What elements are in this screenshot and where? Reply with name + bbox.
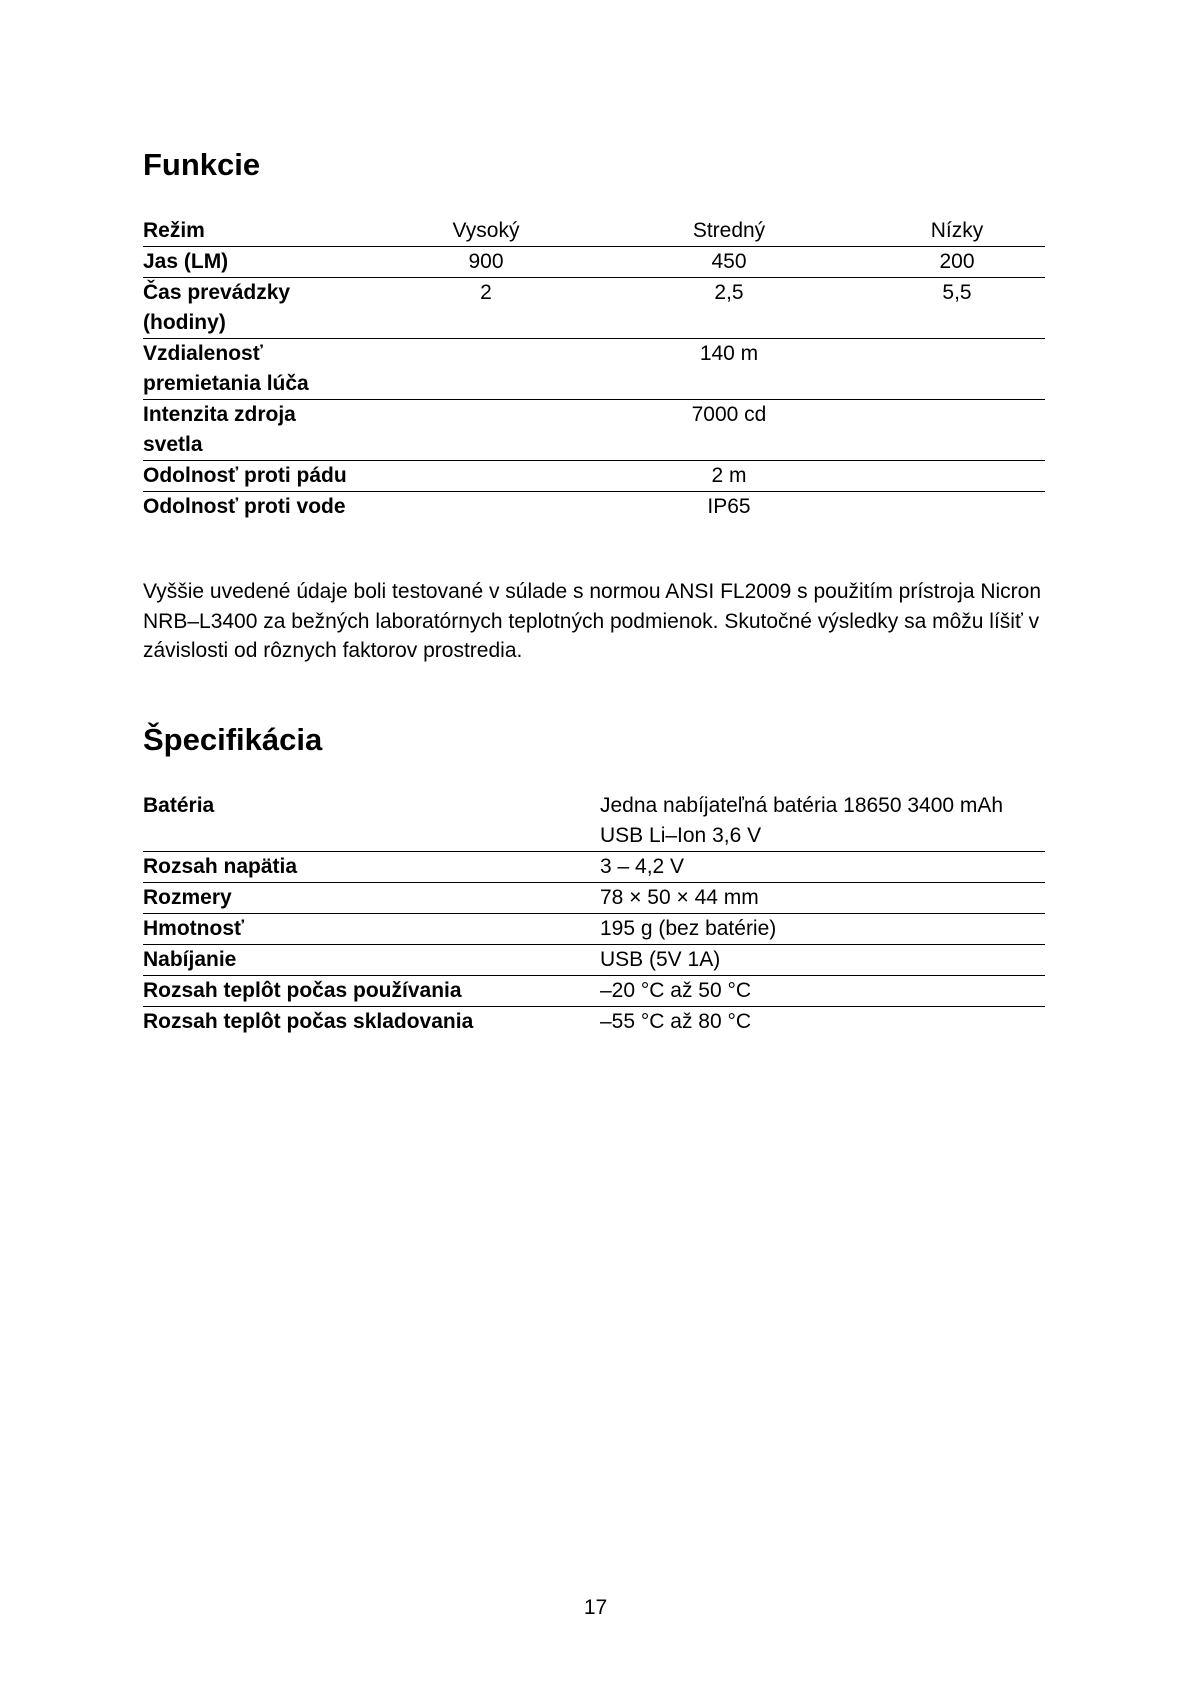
spec-value: 3 – 4,2 V — [600, 852, 1045, 883]
header-low: Nízky — [869, 216, 1045, 247]
spec-value: Jedna nabíjateľná batéria 18650 3400 mAh USB Li–Ion 3,6 V — [600, 791, 1045, 852]
cell-medium: 450 — [589, 247, 869, 278]
table-row — [143, 461, 1045, 492]
table-row — [143, 400, 1045, 461]
spec-value: –20 °C až 50 °C — [600, 976, 1045, 1007]
row-label: Odolnosť proti vode — [143, 495, 346, 518]
table-row — [143, 883, 1045, 914]
table-row — [143, 945, 1045, 976]
table-row — [143, 791, 1045, 852]
cell-low: 5,5 — [869, 278, 1045, 339]
cell-high: 900 — [383, 247, 589, 278]
cell-medium: 2,5 — [589, 278, 869, 339]
row-label: Odolnosť proti pádu — [143, 461, 383, 492]
table-row — [143, 247, 1045, 278]
cell-value: 2 m — [383, 461, 1045, 492]
spec-label: Nabíjanie — [143, 945, 600, 976]
table-row — [143, 1007, 1045, 1038]
cell-value: 7000 cd — [383, 400, 1045, 461]
spec-value: USB (5V 1A) — [600, 945, 1045, 976]
specification-table — [143, 791, 1045, 1037]
functions-table — [143, 216, 1045, 522]
row-label: Intenzita zdroja svetla — [143, 400, 383, 461]
table-row — [143, 339, 1045, 400]
cell-low: 200 — [869, 247, 1045, 278]
row-label: Jas (LM) — [143, 247, 383, 278]
row-label: Čas prevádzky (hodiny) — [143, 278, 383, 339]
table-row — [143, 278, 1045, 339]
section-heading-funkcie: Funkcie — [143, 147, 261, 182]
spec-value: –55 °C až 80 °C — [600, 1010, 752, 1033]
table-header-row — [143, 216, 1045, 247]
test-note-paragraph: Vyššie uvedené údaje boli testované v súlade s normou ANSI FL2009 s použitím prístroja Nicron NRB–L3400 za bežných laboratórnych teplotných podmienok. Skutočné výsledky sa môžu líšiť v závislosti od rôznych faktorov prostredia. — [143, 580, 1042, 662]
cell-value: 140 m — [383, 339, 1045, 400]
table-row — [143, 976, 1045, 1007]
table-row — [143, 492, 1045, 523]
spec-label: Rozmery — [143, 883, 600, 914]
cell-high: 2 — [383, 278, 589, 339]
spec-label: Rozsah teplôt počas skladovania — [143, 1010, 474, 1033]
spec-value: 78 × 50 × 44 mm — [600, 883, 1045, 914]
spec-label: Rozsah teplôt počas používania — [143, 976, 600, 1007]
table-row — [143, 852, 1045, 883]
section-heading-specifikacia: Špecifikácia — [143, 722, 323, 757]
header-medium: Stredný — [589, 216, 869, 247]
spec-label: Hmotnosť — [143, 914, 600, 945]
row-label: Vzdialenosť premietania lúča — [143, 339, 383, 400]
spec-label: Rozsah napätia — [143, 852, 600, 883]
table-row — [143, 914, 1045, 945]
page-number: 17 — [583, 1596, 608, 1619]
spec-value: 195 g (bez batérie) — [600, 914, 1045, 945]
cell-value: IP65 — [707, 495, 751, 518]
header-mode: Režim — [143, 216, 383, 247]
spec-label: Batéria — [143, 791, 600, 852]
header-high: Vysoký — [383, 216, 589, 247]
